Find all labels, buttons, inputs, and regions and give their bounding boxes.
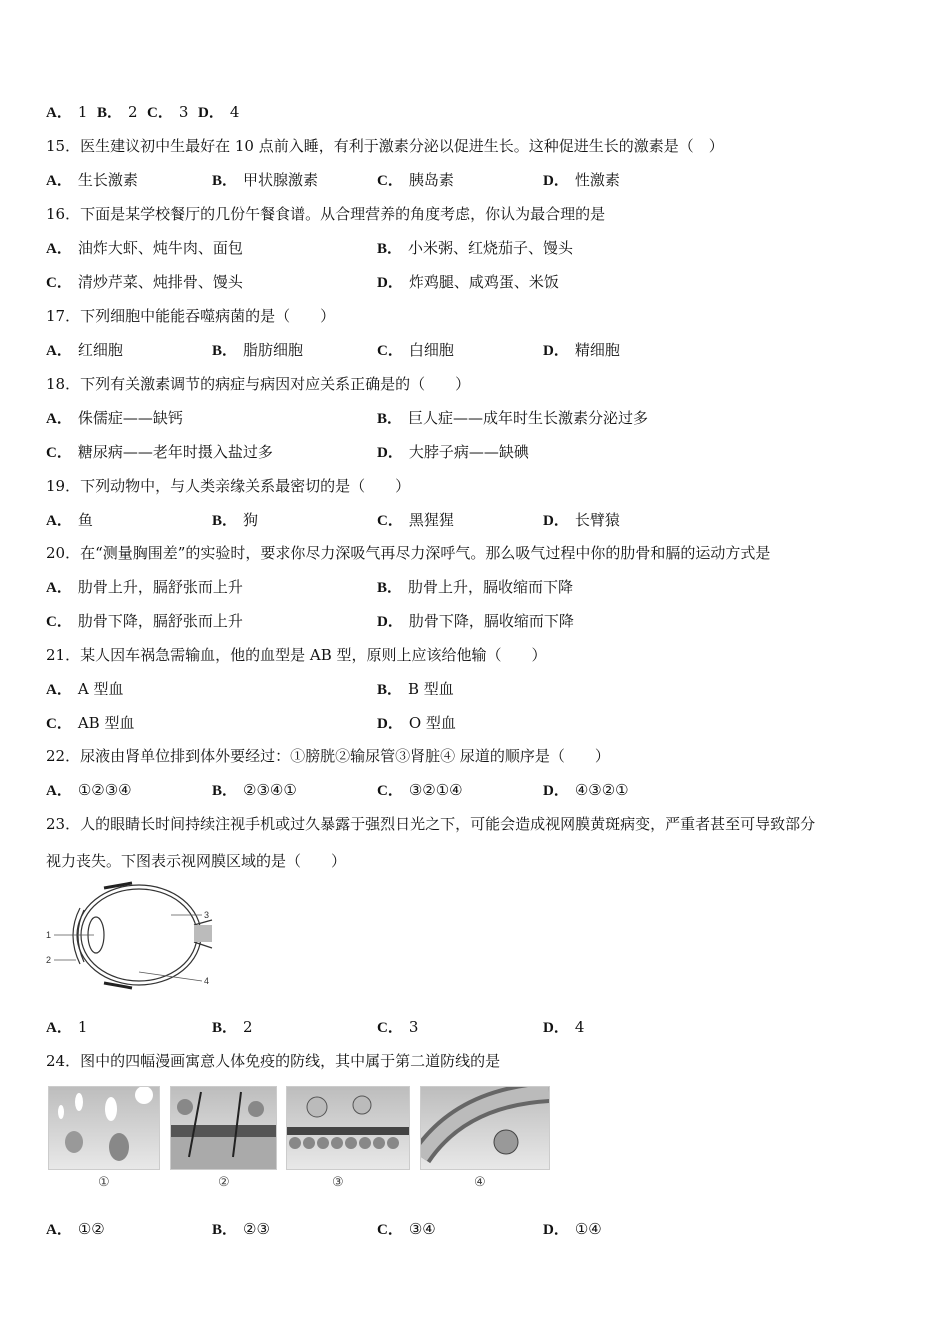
q19-option-d[interactable]: D． 长臂猿: [543, 511, 620, 529]
immunity-cartoon-1: [48, 1086, 160, 1170]
q16-option-a[interactable]: A． 油炸大虾、炖牛肉、面包: [46, 239, 243, 257]
q17-option-d[interactable]: D． 精细胞: [543, 341, 620, 359]
q19-option-a[interactable]: A． 鱼: [46, 511, 93, 529]
q21-option-a[interactable]: A． A 型血: [46, 680, 124, 698]
q24-option-b[interactable]: B． ②③: [212, 1220, 270, 1238]
eye-label-4: 4: [204, 976, 210, 986]
q17-stem: 17．下列细胞中能能吞噬病菌的是（ ）: [46, 307, 336, 325]
q24-option-c[interactable]: C． ③④: [377, 1220, 436, 1238]
q16-option-d[interactable]: D． 炸鸡腿、咸鸡蛋、米饭: [377, 273, 559, 291]
q18-option-a[interactable]: A． 侏儒症——缺钙: [46, 409, 183, 427]
immunity-cartoon-2: [170, 1086, 277, 1170]
eye-label-3: 3: [204, 910, 210, 920]
q23-option-b[interactable]: B． 2: [212, 1018, 253, 1036]
q18-option-b[interactable]: B． 巨人症——成年时生长激素分泌过多: [377, 409, 649, 427]
q18-option-d[interactable]: D． 大脖子病——缺碘: [377, 443, 529, 461]
q21-option-c[interactable]: C． AB 型血: [46, 714, 135, 732]
q19-stem: 19．下列动物中，与人类亲缘关系最密切的是（ ）: [46, 477, 411, 495]
q23-stem-cont: 视力丧失。下图表示视网膜区域的是（ ）: [46, 852, 347, 870]
cartoon-label-2: ②: [218, 1175, 230, 1190]
eye-diagram: [44, 880, 214, 995]
q22-stem: 22．尿液由肾单位排到体外要经过：①膀胱②输尿管③肾脏④ 尿道的顺序是（ ）: [46, 747, 610, 765]
q20-option-a[interactable]: A． 肋骨上升，膈舒张而上升: [46, 578, 243, 596]
cartoon-label-4: ④: [474, 1175, 486, 1190]
q15-option-b[interactable]: B． 甲状腺激素: [212, 171, 319, 189]
eye-label-2: 2: [46, 955, 52, 965]
eye-label-1: 1: [46, 930, 52, 940]
q20-option-d[interactable]: D． 肋骨下降，膈收缩而下降: [377, 612, 574, 630]
cartoon-label-1: ①: [98, 1175, 110, 1190]
q21-option-d[interactable]: D． O 型血: [377, 714, 456, 732]
q22-option-b[interactable]: B． ②③④①: [212, 781, 297, 799]
q15-option-d[interactable]: D． 性激素: [543, 171, 620, 189]
q24-option-d[interactable]: D． ①④: [543, 1220, 602, 1238]
q17-option-b[interactable]: B． 脂肪细胞: [212, 341, 304, 359]
q20-stem: 20．在“测量胸围差”的实验时，要求你尽力深吸气再尽力深呼气。那么吸气过程中你的肋骨和膈的运动方式是: [46, 544, 771, 562]
q20-option-c[interactable]: C． 肋骨下降，膈舒张而上升: [46, 612, 243, 630]
q22-option-d[interactable]: D． ④③②①: [543, 781, 629, 799]
q17-option-a[interactable]: A． 红细胞: [46, 341, 123, 359]
q23-option-c[interactable]: C． 3: [377, 1018, 419, 1036]
q23-option-a[interactable]: A． 1: [46, 1018, 88, 1036]
q18-option-c[interactable]: C． 糖尿病——老年时摄入盐过多: [46, 443, 273, 461]
q14-options: A． 1 B． 2 C． 3 D． 4: [46, 103, 240, 121]
cartoon-label-3: ③: [332, 1175, 344, 1190]
q21-option-b[interactable]: B． B 型血: [377, 680, 454, 698]
q23-stem: 23．人的眼睛长时间持续注视手机或过久暴露于强烈日光之下，可能会造成视网膜黄斑病变，严重者甚至可导致部分: [46, 815, 816, 833]
q16-stem: 16．下面是某学校餐厅的几份午餐食谱。从合理营养的角度考虑，你认为最合理的是: [46, 205, 606, 223]
q16-option-c[interactable]: C． 清炒芹菜、炖排骨、馒头: [46, 273, 243, 291]
q20-option-b[interactable]: B． 肋骨上升，膈收缩而下降: [377, 578, 574, 596]
q23-option-d[interactable]: D． 4: [543, 1018, 585, 1036]
q17-option-c[interactable]: C． 白细胞: [377, 341, 454, 359]
q24-stem: 24．图中的四幅漫画寓意人体免疫的防线，其中属于第二道防线的是: [46, 1052, 501, 1070]
q24-option-a[interactable]: A． ①②: [46, 1220, 105, 1238]
q15-option-c[interactable]: C． 胰岛素: [377, 171, 454, 189]
q19-option-c[interactable]: C． 黑猩猩: [377, 511, 454, 529]
q22-option-c[interactable]: C． ③②①④: [377, 781, 463, 799]
q19-option-b[interactable]: B． 狗: [212, 511, 259, 529]
immunity-cartoon-4: [420, 1086, 550, 1170]
q16-option-b[interactable]: B． 小米粥、红烧茄子、馒头: [377, 239, 574, 257]
immunity-cartoon-3: [286, 1086, 410, 1170]
q18-stem: 18．下列有关激素调节的病症与病因对应关系正确是的（ ）: [46, 375, 471, 393]
q15-option-a[interactable]: A． 生长激素: [46, 171, 138, 189]
q22-option-a[interactable]: A． ①②③④: [46, 781, 132, 799]
q21-stem: 21．某人因车祸急需输血，他的血型是 AB 型，原则上应该给他输（ ）: [46, 646, 547, 664]
q15-stem: 15．医生建议初中生最好在 10 点前入睡，有利于激素分泌以促进生长。这种促进生长的激素是（ ）: [46, 137, 724, 155]
